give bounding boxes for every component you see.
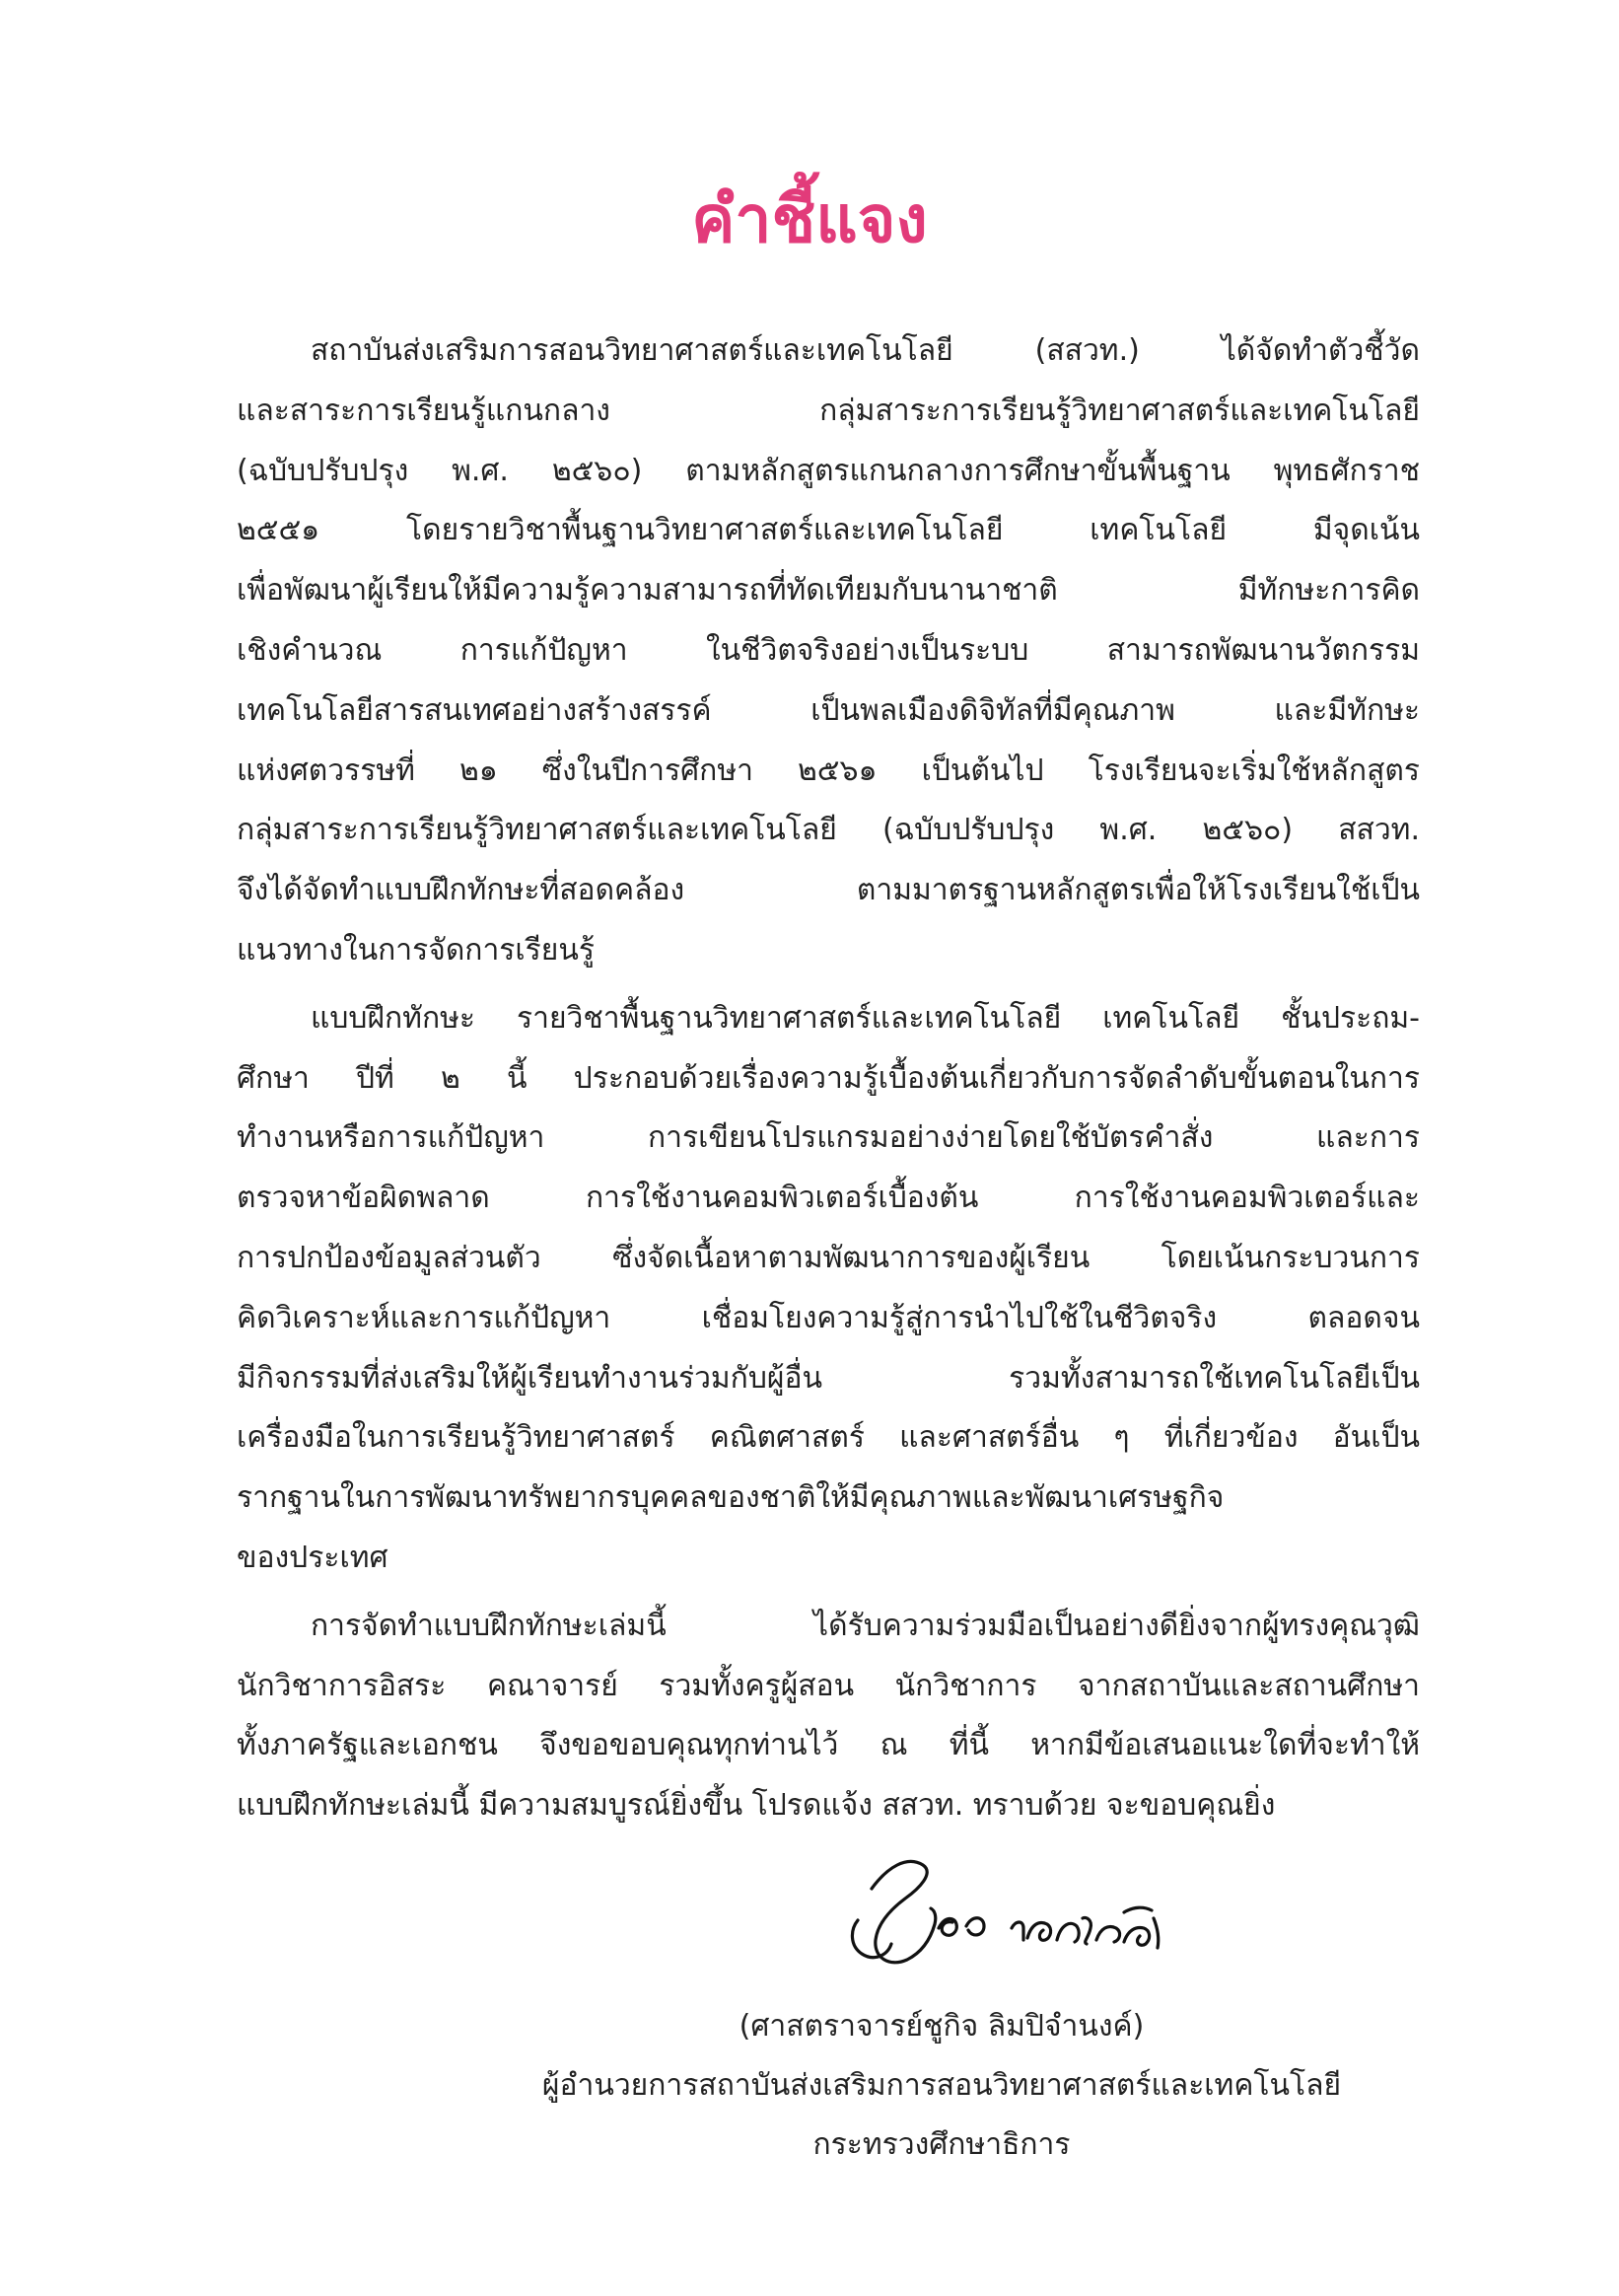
paragraph-line: มีกิจกรรมที่ส่งเสริมให้ผู้เรียนทำงานร่วมกับผู้อื่น รวมทั้งสามารถใช้เทคโนโลยีเป็น: [237, 1360, 1420, 1396]
paragraph-line: สถาบันส่งเสริมการสอนวิทยาศาสตร์และเทคโนโลยี (สสวท.) ได้จัดทำตัวชี้วัด: [311, 333, 1420, 368]
paragraph-2: [237, 989, 1420, 1589]
handwritten-signature: [828, 1859, 1183, 1977]
paragraph-line: แห่งศตวรรษที่ ๒๑ ซึ่งในปีการศึกษา ๒๕๖๑ เป็นต้นไป โรงเรียนจะเริ่มใช้หลักสูตร: [237, 753, 1420, 788]
signatory-organization: กระทรวงศึกษาธิการ: [812, 2127, 1071, 2162]
paragraph-line: ๒๕๕๑ โดยรายวิชาพื้นฐานวิทยาศาสตร์และเทคโนโลยี เทคโนโลยี มีจุดเน้น: [237, 513, 1420, 548]
paragraph-line: ตรวจหาข้อผิดพลาด การใช้งานคอมพิวเตอร์เบื้องต้น การใช้งานคอมพิวเตอร์และ: [237, 1181, 1420, 1216]
paragraph-line: และสาระการเรียนรู้แกนกลาง กลุ่มสาระการเรียนรู้วิทยาศาสตร์และเทคโนโลยี: [237, 393, 1420, 428]
paragraph-line: แนวทางในการจัดการเรียนรู้: [237, 932, 595, 968]
paragraph-line: แบบฝึกทักษะเล่มนี้ มีความสมบูรณ์ยิ่งขึ้น โปรดแจ้ง สสวท. ทราบด้วย จะขอบคุณยิ่ง: [237, 1788, 1276, 1824]
paragraph-line: การปกป้องข้อมูลส่วนตัว ซึ่งจัดเนื้อหาตามพัฒนาการของผู้เรียน โดยเน้นกระบวนการ: [237, 1240, 1420, 1275]
paragraph-line: จึงได้จัดทำแบบฝึกทักษะที่สอดคล้อง ตามมาตรฐานหลักสูตรเพื่อให้โรงเรียนใช้เป็น: [237, 873, 1420, 908]
paragraph-line: คิดวิเคราะห์และการแก้ปัญหา เชื่อมโยงความรู้สู่การนำไปใช้ในชีวิตจริง ตลอดจน: [237, 1300, 1420, 1335]
paragraph-line: เครื่องมือในการเรียนรู้วิทยาศาสตร์ คณิตศาสตร์ และศาสตร์อื่น ๆ ที่เกี่ยวข้อง อันเป็น: [237, 1420, 1420, 1456]
signatory-position: ผู้อำนวยการสถาบันส่งเสริมการสอนวิทยาศาสตร์และเทคโนโลยี: [541, 2068, 1342, 2103]
paragraph-line: (ฉบับปรับปรุง พ.ศ. ๒๕๖๐) ตามหลักสูตรแกนกลางการศึกษาขั้นพื้นฐาน พุทธศักราช: [237, 453, 1420, 488]
paragraph-line: แบบฝึกทักษะ รายวิชาพื้นฐานวิทยาศาสตร์และเทคโนโลยี เทคโนโลยี ชั้นประถม-: [311, 1000, 1420, 1036]
paragraph-line: รากฐานในการพัฒนาทรัพยากรบุคคลของชาติให้มีคุณภาพและพัฒนาเศรษฐกิจ: [237, 1480, 1225, 1516]
paragraph-line: ทำงานหรือการแก้ปัญหา การเขียนโปรแกรมอย่างง่ายโดยใช้บัตรคำสั่ง และการ: [237, 1120, 1420, 1156]
signature-block: [0, 1859, 1619, 2293]
signatory-name: (ศาสตราจารย์ชูกิจ ลิมปิจำนงค์): [739, 2009, 1145, 2044]
paragraph-1: [237, 322, 1420, 981]
paragraph-line: เพื่อพัฒนาผู้เรียนให้มีความรู้ความสามารถที่ทัดเทียมกับนานาชาติ มีทักษะการคิด: [237, 573, 1420, 609]
paragraph-line: กลุ่มสาระการเรียนรู้วิทยาศาสตร์และเทคโนโลยี (ฉบับปรับปรุง พ.ศ. ๒๕๖๐) สสวท.: [237, 813, 1420, 848]
paragraph-3: [237, 1597, 1420, 1836]
paragraph-line: การจัดทำแบบฝึกทักษะเล่มนี้ ได้รับความร่วมมือเป็นอย่างดียิ่งจากผู้ทรงคุณวุฒิ: [311, 1608, 1420, 1643]
paragraph-line: นักวิชาการอิสระ คณาจารย์ รวมทั้งครูผู้สอน นักวิชาการ จากสถาบันและสถานศึกษา: [237, 1668, 1420, 1703]
paragraph-line: ของประเทศ: [237, 1540, 388, 1575]
paragraph-line: เชิงคำนวณ การแก้ปัญหา ในชีวิตจริงอย่างเป็นระบบ สามารถพัฒนานวัตกรรม: [237, 632, 1420, 668]
paragraph-line: ทั้งภาครัฐและเอกชน จึงขอขอบคุณทุกท่านไว้ ณ ที่นี้ หากมีข้อเสนอแนะใดที่จะทำให้: [237, 1728, 1420, 1763]
paragraph-line: เทคโนโลยีสารสนเทศอย่างสร้างสรรค์ เป็นพลเมืองดิจิทัลที่มีคุณภาพ และมีทักษะ: [237, 692, 1420, 728]
paragraph-line: ศึกษา ปีที่ ๒ นี้ ประกอบด้วยเรื่องความรู้เบื้องต้นเกี่ยวกับการจัดลำดับขั้นตอนในการ: [237, 1060, 1420, 1096]
body-text: [237, 322, 1420, 1844]
page-title: คำชี้แจง: [691, 181, 928, 257]
